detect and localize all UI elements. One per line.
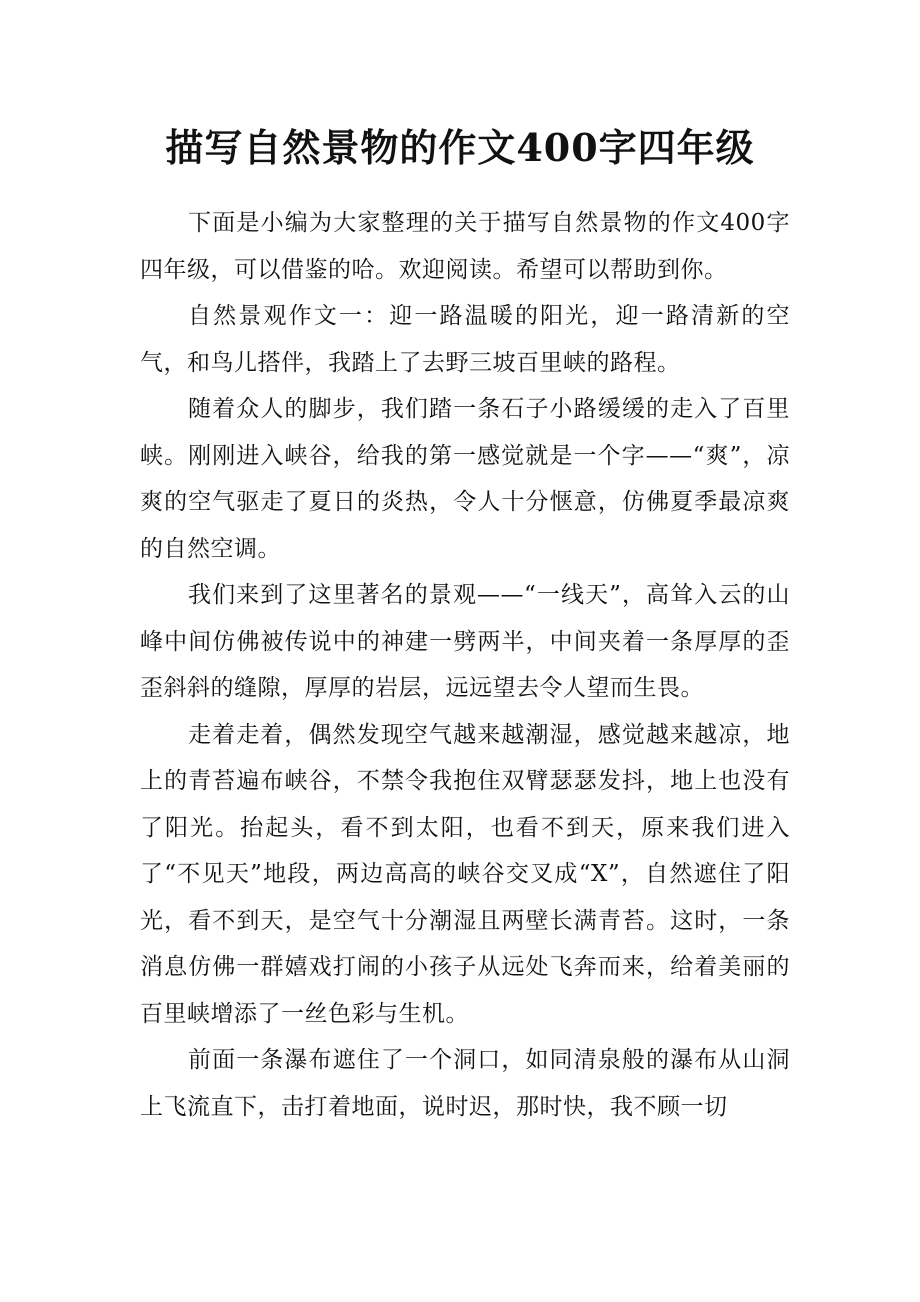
document-title: 描写自然景物的作文400字四年级 (165, 125, 755, 170)
paragraph-5: 前面一条瀑布遮住了一个洞口，如同清泉般的瀑布从山洞上飞流直下，击打着地面，说时迟，那时快，我不顾一切 (140, 1047, 790, 1120)
document-body (140, 200, 790, 1130)
paragraph-2: 随着众人的脚步，我们踏一条石子小路缓缓的走入了百里峡。刚刚进入峡谷，给我的第一感觉就是一个字——“爽”，凉爽的空气驱走了夏日的炎热，令人十分惬意，仿佛夏季最凉爽的自然空调。 (140, 396, 790, 562)
paragraph-4: 走着走着，偶然发现空气越来越潮湿，感觉越来越凉，地上的青苔遍布峡谷，不禁令我抱住双臂瑟瑟发抖，地上也没有了阳光。抬起头，看不到太阳，也看不到天，原来我们进入了“不见天”地段，两边高高的峡谷交叉成“X”，自然遮住了阳光，看不到天，是空气十分潮湿且两壁长满青苔。这时，一条消息仿佛一群嬉戏打闹的小孩子从远处飞奔而来，给着美丽的百里峡增添了一丝色彩与生机。 (140, 721, 790, 1027)
paragraph-1: 自然景观作文一：迎一路温暖的阳光，迎一路清新的空气，和鸟儿搭伴，我踏上了去野三坡百里峡的路程。 (140, 303, 790, 376)
paragraph-intro: 下面是小编为大家整理的关于描写自然景物的作文400字四年级，可以借鉴的哈。欢迎阅读。希望可以帮助到你。 (140, 210, 790, 283)
paragraph-3: 我们来到了这里著名的景观——“一线天”，高耸入云的山峰中间仿佛被传说中的神建一劈两半，中间夹着一条厚厚的歪歪斜斜的缝隙，厚厚的岩层，远远望去令人望而生畏。 (140, 582, 790, 701)
